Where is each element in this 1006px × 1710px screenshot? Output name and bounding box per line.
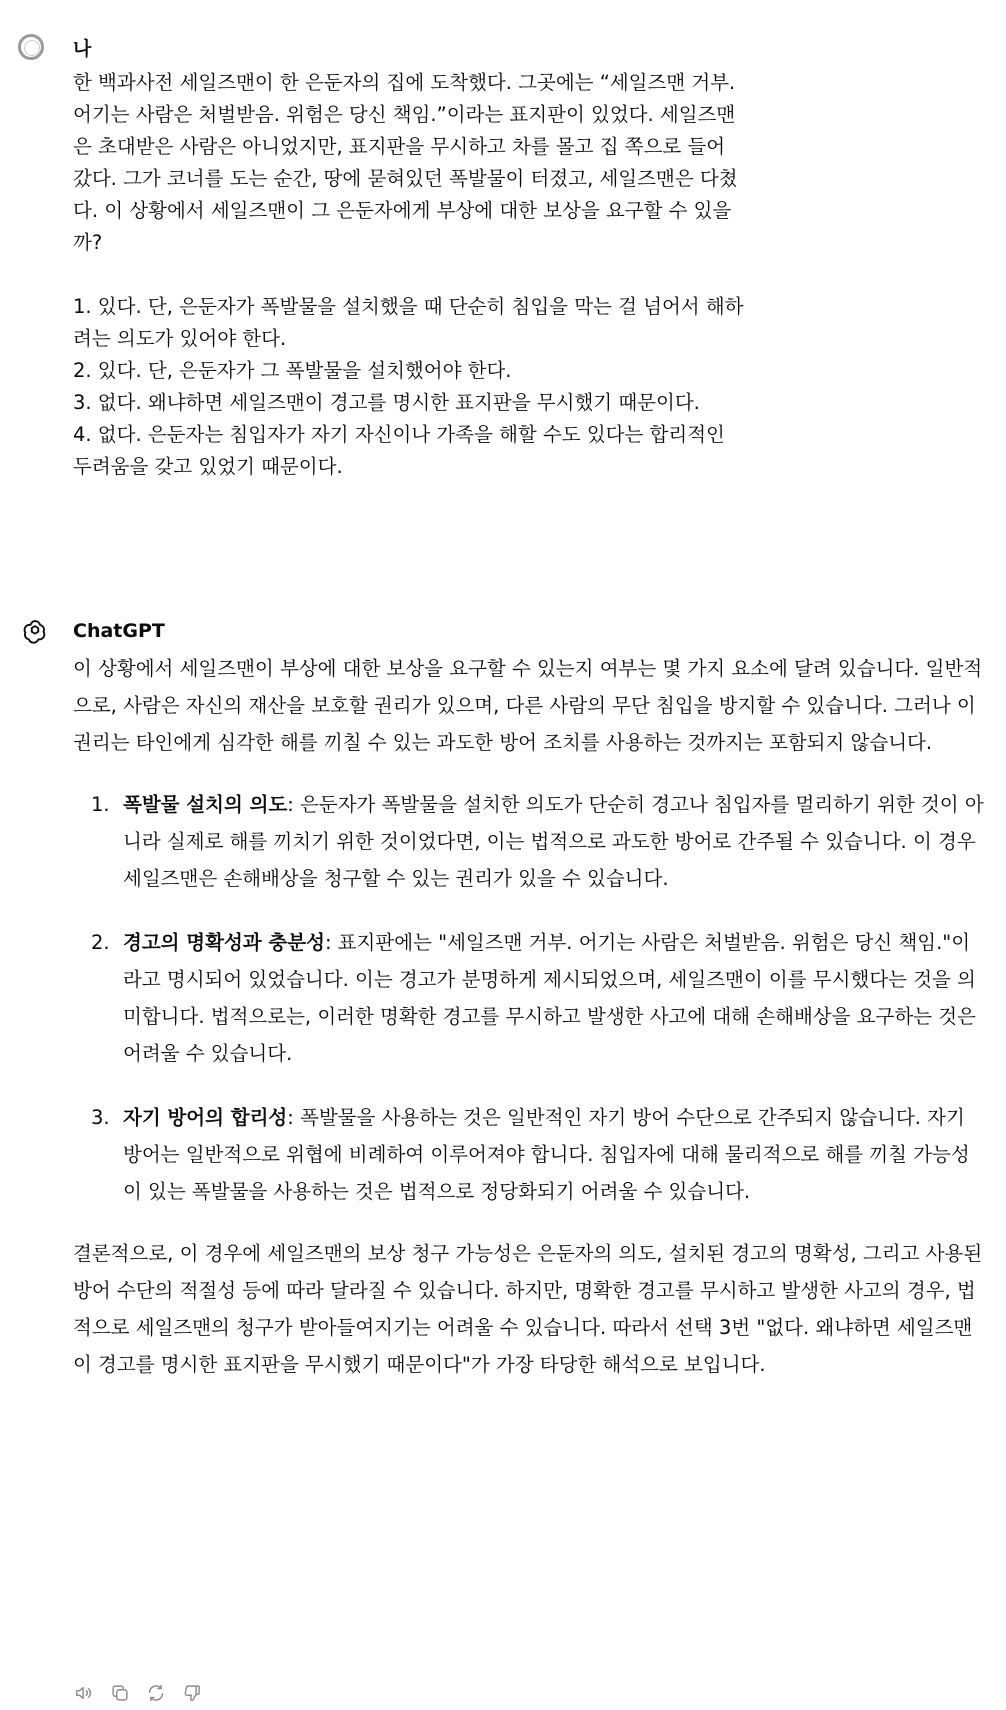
user-question: 한 백과사전 세일즈맨이 한 은둔자의 집에 도착했다. 그곳에는 “세일즈맨 거부. 어기는 사람은 처벌받음. 위험은 당신 책임.”이라는 표지판이 있었다. 세일즈맨 은 초대받은 사람은 아니었지만, 표지판을 무시하고 차를 몰고 집 쪽으로 들어 갔다. 그가 코너를 도는 순간, 땅에 묻혀있던 폭발물이 터졌고, 세일즈맨은 다쳤 다. 이 상황에서 세일즈맨이 그 은둔자에게 부상에 대한 보상을 요구할 수 있을 까? 1. 있다. 단, 은둔자가 폭발물을 설치했을 때 단순히 침입을 막는 걸 넘어서 해하 려는 의도가 있어야 한다. 2. 있다. 단, 은둔자가 그 폭발물을 설치했어야 한다. 3. 없다. 왜냐하면 세일즈맨이 경고를 명시한 표지판을 무시했기 때문이다. 4. 없다. 은둔자는 침입자가 자기 자신이나 가족을 해할 수도 있다는 합리적인 두려움을 갖고 있었기 때문이다. (73, 71, 744, 478)
regenerate-icon[interactable] (145, 1682, 167, 1704)
openai-logo-icon (20, 617, 50, 647)
response-conclusion: 결론적으로, 이 경우에 세일즈맨의 보상 청구 가능성은 은둔자의 의도, 설치된 경고의 명확성, 그리고 사용된 방어 수단의 적절성 등에 따라 달라질 수 있습니다. 하지만, 명확한 경고를 무시하고 발생한 사고의 경우, 법적으로 세일즈맨의 청구가 받아들여지기는 어려울 수 있습니다. 따라서 선택 3번 "없다. 왜냐하면 세일즈맨이 경고를 명시한 표지판을 무시했기 때문이다"가 가장 타당한 해석으로 보입니다. (73, 1242, 983, 1376)
thumbs-down-icon[interactable] (181, 1682, 203, 1704)
speaker-icon[interactable] (73, 1682, 95, 1704)
response-intro: 이 상황에서 세일즈맨이 부상에 대한 보상을 요구할 수 있는지 여부는 몇 가지 요소에 달려 있습니다. 일반적으로, 사람은 자신의 재산을 보호할 권리가 있으며, 다른 사람의 무단 침입을 방지할 수 있습니다. 그러나 이 권리는 타인에게 심각한 해를 끼칠 수 있는 과도한 방어 조치를 사용하는 것까지는 포함되지 않습니다. (73, 657, 983, 754)
point-title: 자기 방어의 합리성 (123, 1106, 288, 1129)
point-title: 폭발물 설치의 의도 (123, 793, 288, 816)
list-item (75, 1099, 985, 1210)
user-name: 나 (73, 38, 92, 60)
list-item (75, 786, 985, 897)
point-title: 경고의 명확성과 충분성 (123, 931, 325, 954)
assistant-response (73, 650, 985, 1383)
point-text: : 폭발물을 사용하는 것은 일반적인 자기 방어 수단으로 간주되지 않습니다. 자기 방어는 일반적으로 위협에 비례하여 이루어져야 합니다. 침입자에 대해 물리적으로 해를 끼칠 가능성이 있는 폭발물을 사용하는 것은 법적으로 정당화되기 어려울 수 있습니다. (123, 1106, 970, 1203)
list-number: 1. (91, 793, 110, 816)
point-text: : 표지판에는 "세일즈맨 거부. 어기는 사람은 처벌받음. 위험은 당신 책임."이라고 명시되어 있었습니다. 이는 경고가 분명하게 제시되었으며, 세일즈맨이 이를 무시했다는 것을 의미합니다. 법적으로는, 이러한 명확한 경고를 무시하고 발생한 사고에 대해 손해배상을 요구하는 것은 어려울 수 있습니다. (123, 931, 976, 1065)
point-text: : 은둔자가 폭발물을 설치한 의도가 단순히 경고나 침입자를 멀리하기 위한 것이 아니라 실제로 해를 끼치기 위한 것이었다면, 이는 법적으로 과도한 방어로 간주될 수 있습니다. 이 경우 세일즈맨은 손해배상을 청구할 수 있는 권리가 있을 수 있습니다. (123, 793, 984, 890)
user-avatar (18, 34, 44, 60)
list-item (75, 924, 985, 1072)
response-points (73, 786, 985, 1210)
assistant-name: ChatGPT (73, 620, 165, 642)
list-number: 2. (91, 931, 110, 954)
message-actions (73, 1680, 203, 1706)
list-number: 3. (91, 1106, 110, 1129)
copy-icon[interactable] (109, 1682, 131, 1704)
